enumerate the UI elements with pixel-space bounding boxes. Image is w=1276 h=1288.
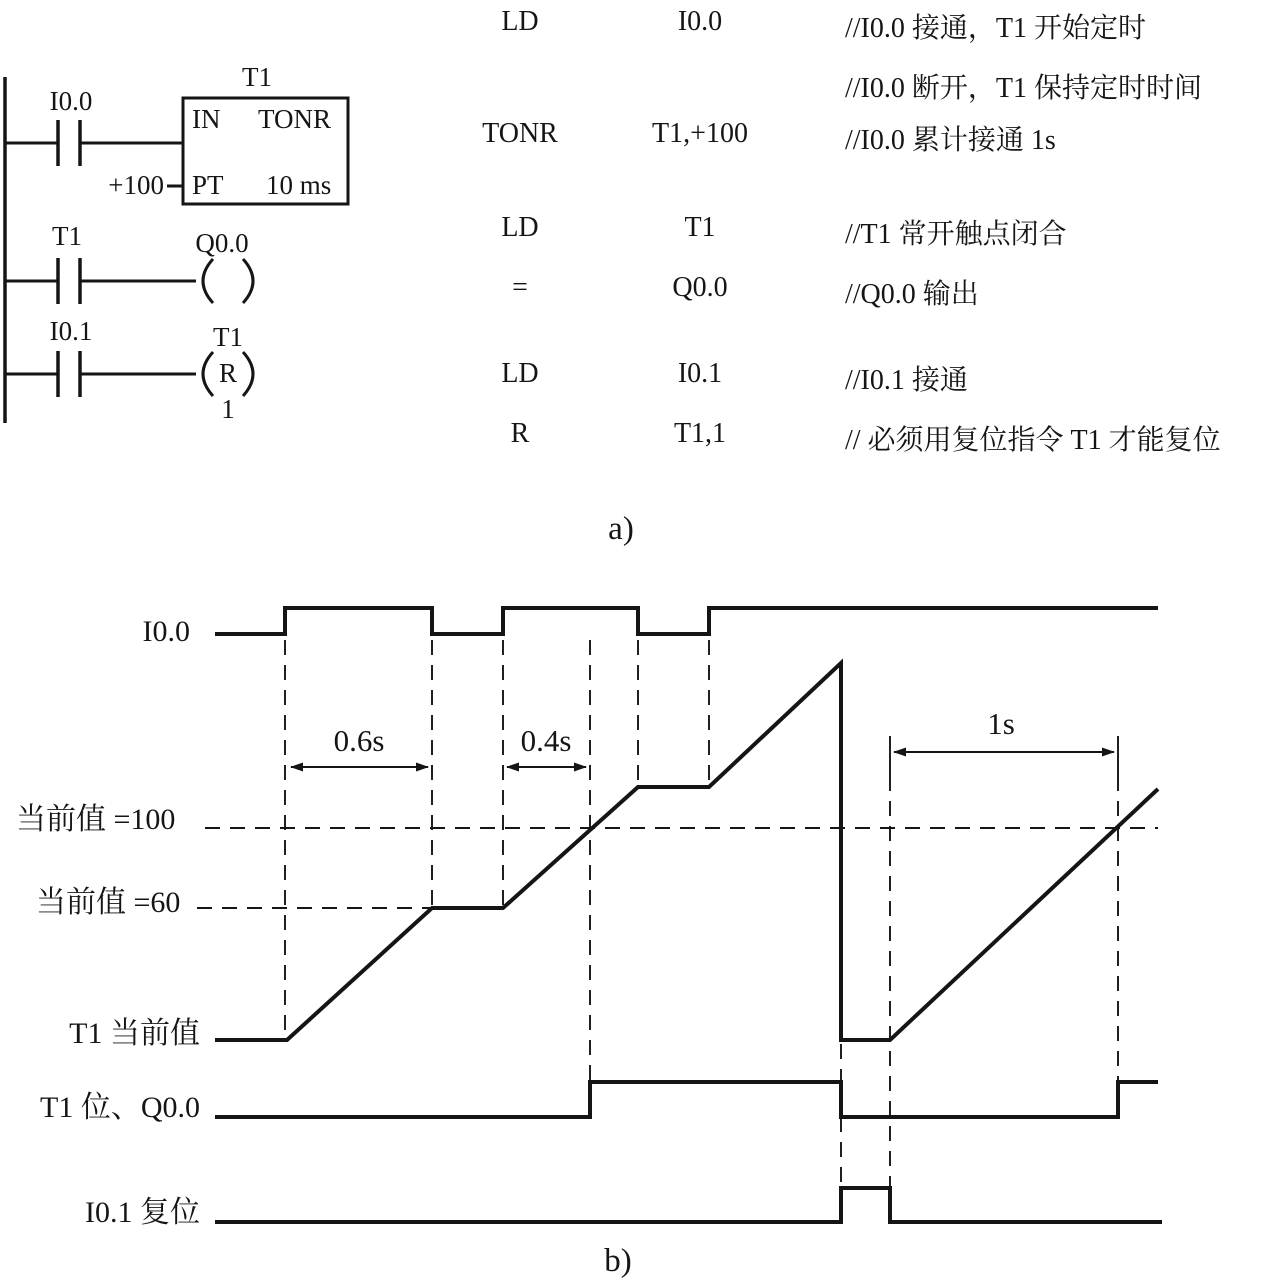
ladder-contact-i01-label: I0.1 [49,316,93,346]
signal-label-t1-current: T1 当前值 [69,1017,200,1050]
tonr-pt-pin-label: PT [192,170,224,200]
tonr-time-base-label: 10 ms [266,170,332,200]
stl-comment: //I0.1 接通 [845,365,968,396]
coil-reset-title: T1 [213,322,243,352]
coil-reset-op: R [218,358,237,388]
stl-op: LD [501,212,539,243]
coil-reset-operand: 1 [221,394,235,424]
stl-operand: T1,1 [673,418,727,449]
caption-b: b) [604,1243,632,1279]
signal-label-t1bit-q00: T1 位、Q0.0 [40,1091,200,1124]
waveforms [215,608,1162,1222]
stl-row-1 [0,6,1276,46]
stl-operand: T1 [684,212,716,243]
tonr-pt-value: +100 [108,170,164,200]
stl-op: R [510,418,530,449]
stl-operand: I0.0 [677,6,723,37]
stl-comment: //I0.0 接通，T1 开始定时 [845,13,1146,44]
duration-label-0-4s: 0.4s [520,723,572,758]
stl-comment: //I0.0 累计接通 1s [845,125,1056,156]
stl-comment: //Q0.0 输出 [845,279,979,310]
duration-arrows [291,736,1118,776]
signal-label-i00: I0.0 [142,615,190,648]
stl-op: LD [501,6,539,37]
stl-row-3 [0,118,1276,158]
stl-operand: I0.1 [677,358,723,389]
stl-comment: //I0.0 断开，T1 保持定时时间 [845,73,1202,104]
t1bit-q00-waveform [215,1082,1158,1117]
stl-op: = [512,272,528,303]
tonr-in-pin-label: IN [192,104,221,134]
i00-waveform [215,608,1158,634]
stl-row-2 [0,62,1276,106]
stl-row-5 [0,272,1276,312]
stl-operand: T1,+100 [652,118,748,149]
stl-op: TONR [482,118,558,149]
coil-q00-label: Q0.0 [195,228,249,258]
ref-label-current-60: 当前值 =60 [36,886,181,919]
stl-row-6 [0,358,1276,398]
ref-label-current-100: 当前值 =100 [16,803,176,836]
stl-row-7 [0,418,1276,458]
caption-a: a) [608,511,634,547]
stl-comment: //T1 常开触点闭合 [845,219,1067,250]
tonr-box-title: T1 [242,62,272,92]
ladder-contact-t1-label: T1 [52,221,82,251]
stl-op: LD [501,358,539,389]
stl-comment: // 必须用复位指令 T1 才能复位 [845,425,1221,456]
signal-label-i01-reset: I0.1 复位 [85,1196,200,1229]
stl-row-4 [0,212,1276,252]
arrow-1s-end-ticks [890,736,1118,776]
duration-label-0-6s: 0.6s [333,723,385,758]
ladder-contact-i00-label: I0.0 [49,86,93,116]
tonr-type-label: TONR [258,104,332,134]
timing-diagram [197,608,1162,1222]
i01-reset-waveform [215,1188,1162,1222]
duration-label-1s: 1s [987,706,1015,741]
stl-operand: Q0.0 [672,272,728,303]
